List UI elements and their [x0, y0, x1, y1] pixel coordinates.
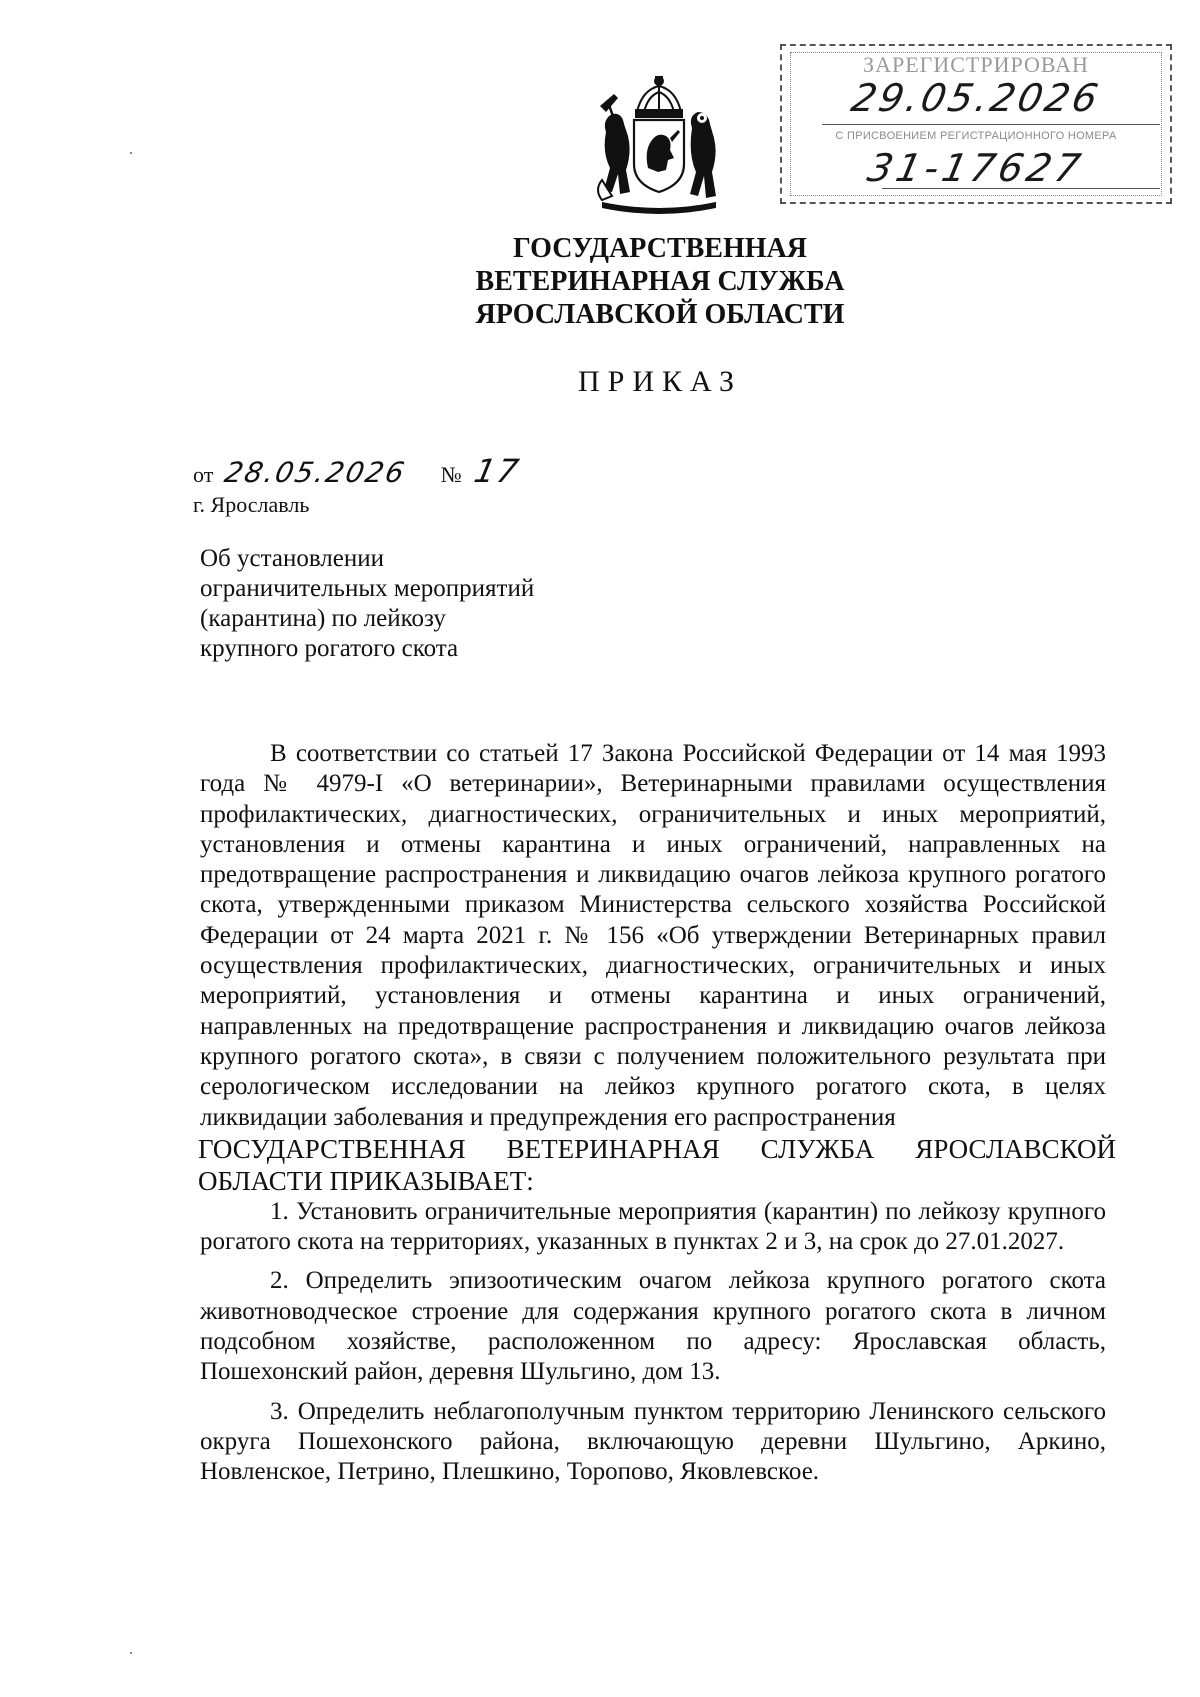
document-subject — [200, 544, 534, 664]
document-body — [198, 739, 1116, 1497]
coat-of-arms-emblem — [592, 72, 726, 222]
subject-line-3: (карантина) по лейкозу — [200, 605, 446, 632]
scan-speck — [130, 1652, 132, 1654]
order-item-1: 1. Установить ограничительные мероприятия (карантин) по лейкозу крупного рогатого скота на территориях, указанных в пунктах 2 и 3, на срок до 27.01.2027. — [200, 1197, 1106, 1256]
stamp-date-underline — [822, 124, 1160, 125]
subject-line-4: крупного рогатого скота — [200, 635, 459, 662]
document-dateline — [193, 452, 524, 490]
subject-line-2: ограничительных мероприятий — [200, 575, 535, 602]
left-bear-supporter-icon — [598, 94, 630, 200]
org-line-1: ГОСУДАРСТВЕННАЯ — [513, 233, 807, 264]
number-label: № — [440, 462, 462, 487]
org-line-3: ЯРОСЛАВСКОЙ ОБЛАСТИ — [475, 299, 845, 330]
stamp-registration-number: 31-17627 — [863, 146, 1089, 190]
crown-icon — [636, 77, 682, 117]
scan-speck — [130, 152, 132, 154]
order-statement: ГОСУДАРСТВЕННАЯ ВЕТЕРИНАРНАЯ СЛУЖБА ЯРОСЛАВСКОЙ ОБЛАСТИ ПРИКАЗЫВАЕТ: — [198, 1133, 1116, 1196]
document-city: г. Ярославль — [193, 492, 310, 517]
stamp-registration-date: 29.05.2026 — [847, 76, 1105, 120]
shield-icon — [634, 120, 684, 192]
order-item-2: 2. Определить эпизоотическим очагом лейкоза крупного рогатого скота животноводческое строение для содержания крупного рогатого скота в личном подсобном хозяйстве, расположенном по адресу: Ярославская область, Пошехонский район, деревня Шульгино, дом 13. — [200, 1267, 1106, 1386]
org-line-2: ВЕТЕРИНАРНАЯ СЛУЖБА — [475, 266, 845, 297]
stamp-number-underline — [882, 188, 1160, 189]
stamp-caption: С ПРИСВОЕНИЕМ РЕГИСТРАЦИОННОГО НОМЕРА — [835, 130, 1117, 142]
right-bear-supporter-icon — [690, 112, 716, 198]
subject-line-1: Об установлении — [200, 545, 385, 572]
preamble-paragraph: В соответствии со статьей 17 Закона Российской Федерации от 14 мая 1993 года № 4979-I «О ветеринарии», Ветеринарными правилами осуществления профилактических, диагностических, ограничительных и иных мероприятий, установления и отмены карантина и иных ограничений, направленных на предотвращение распространения и ликвидацию очагов лейкоза крупного рогатого скота, утвержденными приказом Министерства сельского хозяйства Российской Федерации от 24 марта 2021 г. № 156 «Об утверждении Ветеринарных правил осуществления профилактических, диагностических, ограничительных и иных мероприятий, установления и отмены карантина и иных ограничений, направленных на предотвращение распространения и ликвидацию очагов лейкоза крупного рогатого скота», в связи с получением положительного результата при серологическом исследовании на лейкоз крупного рогатого скота, в целях ликвидации заболевания и предупреждения его распространения — [200, 740, 1106, 1131]
document-date: 28.05.2026 — [221, 456, 409, 489]
document-type-title: ПРИКАЗ — [578, 365, 742, 398]
stamp-registered-label: ЗАРЕГИСТРИРОВАН — [863, 52, 1089, 77]
document-number: 17 — [471, 452, 524, 490]
organization-name — [0, 232, 1200, 331]
order-item-3: 3. Определить неблагополучным пунктом территорию Ленинского сельского округа Пошехонского района, включающую деревни Шульгино, Аркино, Новленское, Петрино, Плешкино, Торопово, Яковлевское. — [200, 1397, 1106, 1486]
emblem-base-icon — [602, 202, 716, 214]
from-label: от — [193, 462, 214, 487]
registration-stamp — [780, 44, 1172, 204]
